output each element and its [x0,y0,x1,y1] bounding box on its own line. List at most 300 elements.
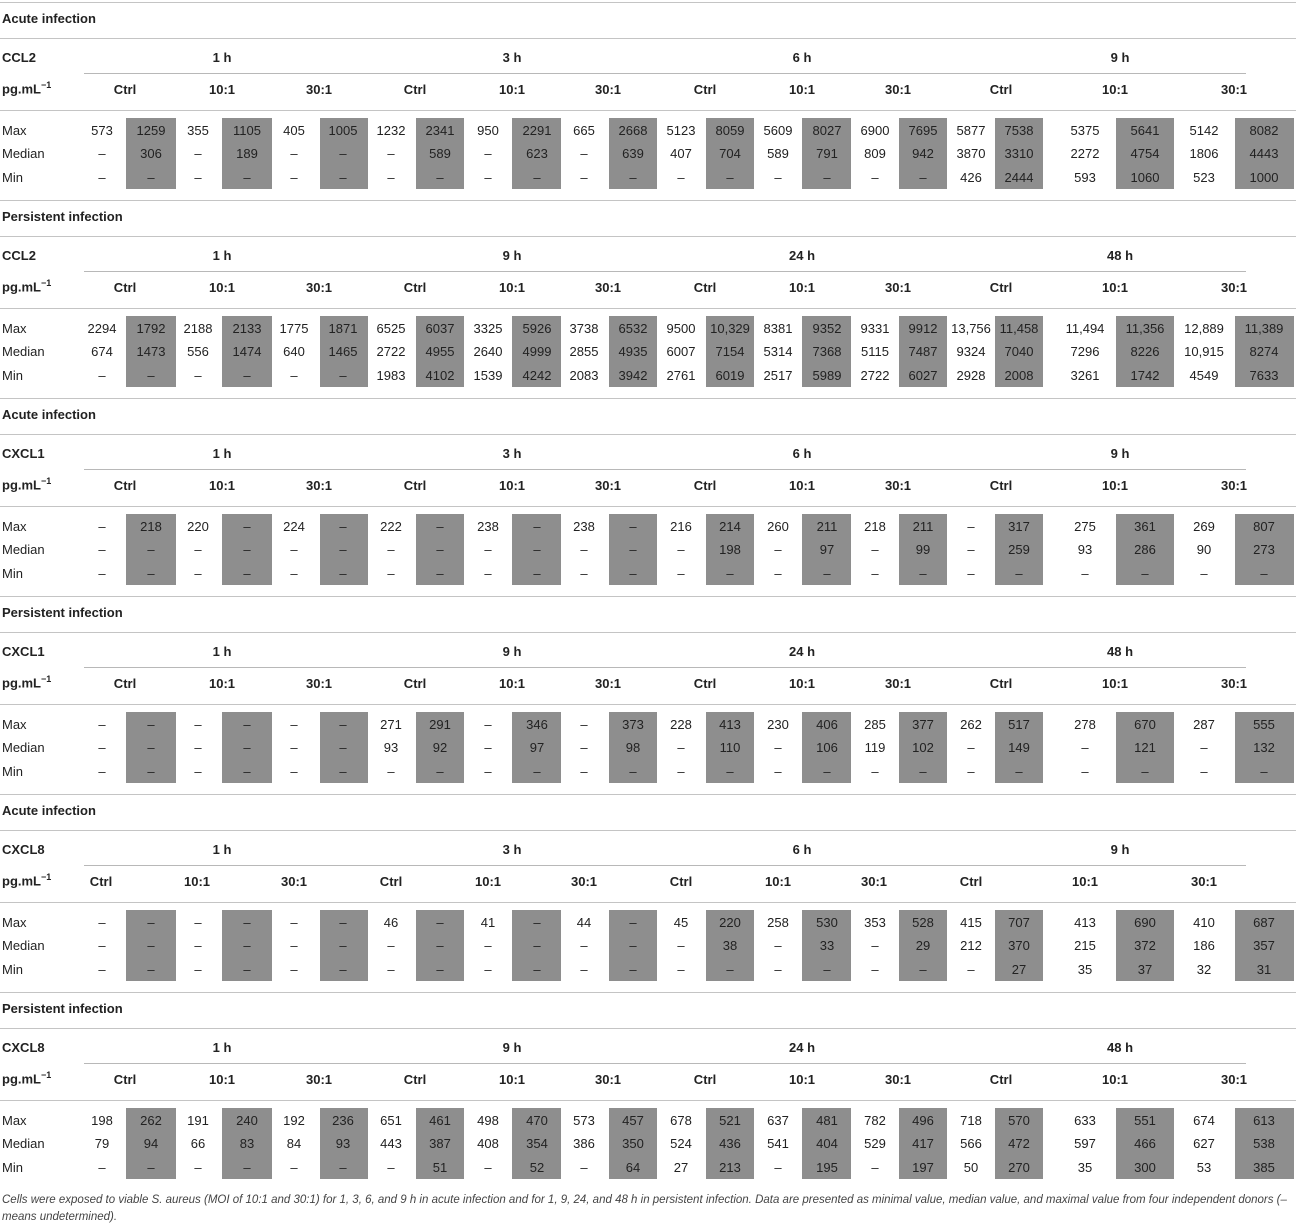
table-cell: 259 [1008,542,1030,557]
table-cell: 1539 [473,368,503,383]
table-cell: 555 [1253,717,1275,732]
table-cell: 1005 [328,123,358,138]
condition-header: 10:1 [208,478,236,493]
table-cell: – [580,938,588,953]
group-underline [954,73,1246,74]
table-cell: 83 [239,1136,255,1151]
table-cell: 262 [960,717,982,732]
condition-header: 30:1 [594,280,622,295]
condition-header: 10:1 [1101,82,1129,97]
time-header: 6 h [792,842,812,857]
table-cell: 4935 [618,344,648,359]
table-cell: – [533,764,541,779]
table-cell: – [580,566,588,581]
table-cell: – [98,542,106,557]
unit-label [2,674,51,690]
table-cell: 11,458 [999,321,1039,336]
row-label: Median [2,146,45,161]
rule-line [0,632,1296,633]
condition-header: Ctrl [89,874,113,889]
condition-header: Ctrl [403,280,427,295]
table-cell: 5926 [522,321,552,336]
time-header: 9 h [1110,842,1130,857]
table-cell: 410 [1193,915,1215,930]
table-cell: – [967,962,975,977]
condition-header: 30:1 [305,280,333,295]
condition-header: 30:1 [1220,280,1248,295]
rule-line [0,2,1296,3]
table-cell: 9912 [908,321,938,336]
table-cell: – [967,542,975,557]
table-cell: – [774,764,782,779]
table-cell: – [774,938,782,953]
table-cell: – [871,170,879,185]
table-cell: – [339,519,347,534]
table-cell: 7487 [908,344,938,359]
table-cell: 551 [1134,1113,1156,1128]
table-cell: 45 [673,915,689,930]
table-cell: – [387,146,395,161]
table-cell: 361 [1134,519,1156,534]
rule-line [0,596,1296,597]
table-cell: – [147,1160,155,1175]
table-cell: 2444 [1004,170,1034,185]
group-underline [374,469,666,470]
condition-header: 10:1 [474,874,502,889]
condition-header: Ctrl [113,478,137,493]
table-cell: – [98,368,106,383]
table-cell: 306 [140,146,162,161]
table-cell: 457 [622,1113,644,1128]
table-cell: 597 [1074,1136,1096,1151]
table-cell: 1060 [1130,170,1160,185]
condition-header: 10:1 [208,280,236,295]
table-cell: – [484,938,492,953]
table-cell: – [484,170,492,185]
table-cell: 4242 [522,368,552,383]
table-cell: 132 [1253,740,1275,755]
table-cell: 413 [1074,915,1096,930]
table-cell: – [629,542,637,557]
condition-header: Ctrl [403,676,427,691]
table-cell: – [726,566,734,581]
table-cell: 1105 [233,123,261,138]
table-cell: – [243,170,251,185]
table-cell: 213 [719,1160,741,1175]
condition-header: Ctrl [989,676,1013,691]
table-cell: 317 [1008,519,1030,534]
condition-header: 10:1 [788,280,816,295]
rule-line [0,398,1296,399]
table-cell: 2294 [87,321,117,336]
section-title: Persistent infection [2,1001,123,1016]
table-cell: – [774,962,782,977]
condition-header: 30:1 [1220,478,1248,493]
table-cell: 93 [335,1136,351,1151]
condition-header: 10:1 [498,676,526,691]
table-cell: 566 [960,1136,982,1151]
table-cell: – [243,368,251,383]
condition-header: Ctrl [403,82,427,97]
table-cell: 192 [283,1113,305,1128]
condition-header: 30:1 [305,82,333,97]
table-cell: 651 [380,1113,402,1128]
table-cell: 50 [963,1160,979,1175]
table-cell: 7296 [1070,344,1100,359]
table-cell: 589 [767,146,789,161]
condition-header: 10:1 [1101,280,1129,295]
table-cell: 523 [1193,170,1215,185]
group-underline [84,73,376,74]
table-cell: 218 [140,519,162,534]
table-cell: 149 [1008,740,1030,755]
table-cell: 385 [1253,1160,1275,1175]
table-block [0,594,1296,792]
table-cell: – [629,915,637,930]
table-cell: – [147,170,155,185]
table-cell: – [871,566,879,581]
unit-label [2,476,51,492]
table-cell: – [243,915,251,930]
table-cell: 407 [670,146,692,161]
table-cell: 2133 [232,321,262,336]
table-cell: 79 [94,1136,110,1151]
table-cell: – [580,764,588,779]
table-cell: 97 [529,740,545,755]
table-cell: – [436,519,444,534]
table-cell: – [339,146,347,161]
table-cell: 405 [283,123,305,138]
table-cell: 1983 [376,368,406,383]
time-header: 24 h [788,248,816,263]
table-cell: – [1081,740,1089,755]
row-label: Min [2,764,23,779]
table-cell: 353 [864,915,886,930]
table-cell: – [98,915,106,930]
table-cell: 1232 [376,123,406,138]
table-cell: – [387,170,395,185]
table-cell: 4955 [425,344,455,359]
table-cell: 627 [1193,1136,1215,1151]
table-cell: 7633 [1249,368,1279,383]
table-cell: – [871,764,879,779]
table-cell: – [1200,566,1208,581]
table-cell: – [629,519,637,534]
table-cell: 1000 [1249,170,1279,185]
table-cell: 10,329 [710,321,750,336]
rule-line [0,830,1296,831]
table-cell: – [919,764,927,779]
table-cell: – [484,740,492,755]
table-cell: – [436,542,444,557]
section-title: Acute infection [2,803,96,818]
table-cell: – [580,740,588,755]
table-cell: – [339,740,347,755]
table-cell: – [580,542,588,557]
table-cell: – [290,764,298,779]
table-cell: – [243,717,251,732]
time-header: 24 h [788,644,816,659]
table-cell: 690 [1134,915,1156,930]
table-cell: 5609 [763,123,793,138]
group-underline [374,271,666,272]
table-cell: 665 [573,123,595,138]
table-cell: 4999 [522,344,552,359]
table-cell: 1259 [136,123,166,138]
condition-header: 30:1 [1220,82,1248,97]
table-cell: – [387,938,395,953]
table-cell: – [339,938,347,953]
condition-header: 10:1 [1101,478,1129,493]
group-underline [84,271,376,272]
time-header: 48 h [1106,248,1134,263]
condition-header: Ctrl [989,478,1013,493]
condition-header: 30:1 [570,874,598,889]
table-cell: 218 [864,519,886,534]
table-cell: 212 [960,938,982,953]
condition-header: Ctrl [113,676,137,691]
group-underline [664,73,956,74]
time-header: 1 h [212,50,232,65]
table-cell: 521 [719,1113,741,1128]
table-cell: – [339,915,347,930]
table-cell: 93 [1077,542,1093,557]
table-cell: 2668 [618,123,648,138]
time-header: 6 h [792,50,812,65]
row-label: Median [2,1136,45,1151]
table-cell: 470 [526,1113,548,1128]
table-cell: – [774,566,782,581]
time-header: 3 h [502,50,522,65]
table-cell: – [823,962,831,977]
table-cell: 9331 [860,321,890,336]
condition-header: 10:1 [764,874,792,889]
row-label: Min [2,962,23,977]
table-cell: – [339,368,347,383]
table-cell: – [484,962,492,977]
condition-header: Ctrl [113,1072,137,1087]
table-cell: 674 [1193,1113,1215,1128]
group-underline [664,865,956,866]
table-cell: – [533,566,541,581]
table-cell: – [533,542,541,557]
row-label: Median [2,938,45,953]
table-cell: 529 [864,1136,886,1151]
table-cell: 687 [1253,915,1275,930]
condition-header: 30:1 [280,874,308,889]
rule-line [0,506,1296,507]
table-cell: – [147,962,155,977]
table-cell: 262 [140,1113,162,1128]
group-underline [954,667,1246,668]
group-underline [84,865,376,866]
table-cell: 84 [286,1136,302,1151]
table-cell: – [436,915,444,930]
condition-header: 10:1 [498,82,526,97]
table-cell: – [387,962,395,977]
table-cell: – [484,717,492,732]
table-cell: 1775 [279,321,309,336]
table-cell: 41 [480,915,496,930]
table-cell: 5877 [956,123,986,138]
table-cell: – [677,740,685,755]
table-cell: – [98,566,106,581]
table-cell: 269 [1193,519,1215,534]
table-cell: 346 [526,717,548,732]
table-cell: 6019 [715,368,745,383]
table-cell: – [387,566,395,581]
table-cell: 670 [1134,717,1156,732]
table-cell: – [290,566,298,581]
table-cell: 373 [622,717,644,732]
condition-header: 10:1 [183,874,211,889]
table-cell: 718 [960,1113,982,1128]
table-cell: 556 [187,344,209,359]
table-cell: 674 [91,344,113,359]
table-cell: 3870 [956,146,986,161]
condition-header: 30:1 [1220,676,1248,691]
table-cell: – [823,170,831,185]
table-cell: – [194,146,202,161]
table-cell: 573 [573,1113,595,1128]
table-cell: – [98,1160,106,1175]
group-underline [954,865,1246,866]
table-cell: 6525 [376,321,406,336]
table-cell: – [484,764,492,779]
table-cell: 189 [236,146,258,161]
table-cell: – [677,170,685,185]
table-cell: 8059 [715,123,745,138]
table-cell: – [677,566,685,581]
table-cell: – [290,146,298,161]
table-cell: 198 [719,542,741,557]
table-cell: – [774,170,782,185]
table-cell: – [533,519,541,534]
table-cell: 4754 [1130,146,1160,161]
table-cell: 11,389 [1244,321,1284,336]
table-cell: 278 [1074,717,1096,732]
unit-label [2,80,51,96]
table-cell: 3738 [569,321,599,336]
time-header: 9 h [502,1040,522,1055]
table-cell: 413 [719,717,741,732]
table-cell: 38 [722,938,738,953]
table-cell: – [290,170,298,185]
table-cell: 3942 [618,368,648,383]
table-cell: – [243,962,251,977]
condition-header: 10:1 [788,676,816,691]
table-cell: 214 [719,519,741,534]
table-cell: – [436,938,444,953]
marker-label: CCL2 [2,50,36,65]
table-cell: 5123 [666,123,696,138]
table-cell: – [98,938,106,953]
table-cell: 286 [1134,542,1156,557]
table-cell: 807 [1253,519,1275,534]
table-cell: – [194,542,202,557]
table-cell: 94 [143,1136,159,1151]
condition-header: 30:1 [594,676,622,691]
table-cell: – [967,740,975,755]
marker-label: CCL2 [2,248,36,263]
table-cell: 2722 [376,344,406,359]
table-cell: 5314 [763,344,793,359]
table-cell: – [98,717,106,732]
unit-exponent: −1 [41,872,52,882]
table-cell: – [290,915,298,930]
table-cell: 370 [1008,938,1030,953]
table-cell: – [98,170,106,185]
group-underline [84,667,376,668]
time-header: 9 h [502,644,522,659]
table-cell: 5142 [1189,123,1219,138]
table-cell: – [98,764,106,779]
marker-label: CXCL8 [2,842,45,857]
table-cell: 220 [187,519,209,534]
table-cell: 640 [283,344,305,359]
table-cell: – [580,717,588,732]
table-cell: 524 [670,1136,692,1151]
row-label: Min [2,170,23,185]
table-cell: 4549 [1189,368,1219,383]
table-cell: 372 [1134,938,1156,953]
table-cell: 119 [864,740,886,755]
table-cell: – [98,962,106,977]
table-cell: 13,756 [951,321,991,336]
table-cell: 8226 [1130,344,1160,359]
condition-header: 30:1 [305,478,333,493]
time-header: 1 h [212,446,232,461]
condition-header: Ctrl [669,874,693,889]
table-cell: – [484,1160,492,1175]
table-cell: 2272 [1070,146,1100,161]
section-title: Acute infection [2,407,96,422]
table-cell: – [194,764,202,779]
row-label: Max [2,519,27,534]
table-cell: – [436,764,444,779]
table-cell: – [484,146,492,161]
table-cell: – [339,764,347,779]
group-underline [374,73,666,74]
table-cell: – [387,1160,395,1175]
table-cell: 291 [429,717,451,732]
table-cell: – [629,938,637,953]
condition-header: Ctrl [693,280,717,295]
table-cell: – [147,938,155,953]
table-cell: – [1141,566,1149,581]
rule-line [0,38,1296,39]
table-cell: 386 [573,1136,595,1151]
table-cell: 538 [1253,1136,1275,1151]
table-cell: – [533,938,541,953]
table-cell: 2761 [666,368,696,383]
table-cell: 51 [432,1160,448,1175]
table-cell: 270 [1008,1160,1030,1175]
table-cell: – [290,938,298,953]
marker-label: CXCL1 [2,446,45,461]
table-cell: – [1015,566,1023,581]
table-cell: – [629,962,637,977]
table-cell: 6037 [425,321,455,336]
table-cell: – [339,170,347,185]
table-cell: – [194,962,202,977]
condition-header: 10:1 [498,478,526,493]
table-cell: 106 [816,740,838,755]
table-cell: 97 [819,542,835,557]
group-underline [954,1063,1246,1064]
table-cell: – [436,962,444,977]
table-cell: 436 [719,1136,741,1151]
